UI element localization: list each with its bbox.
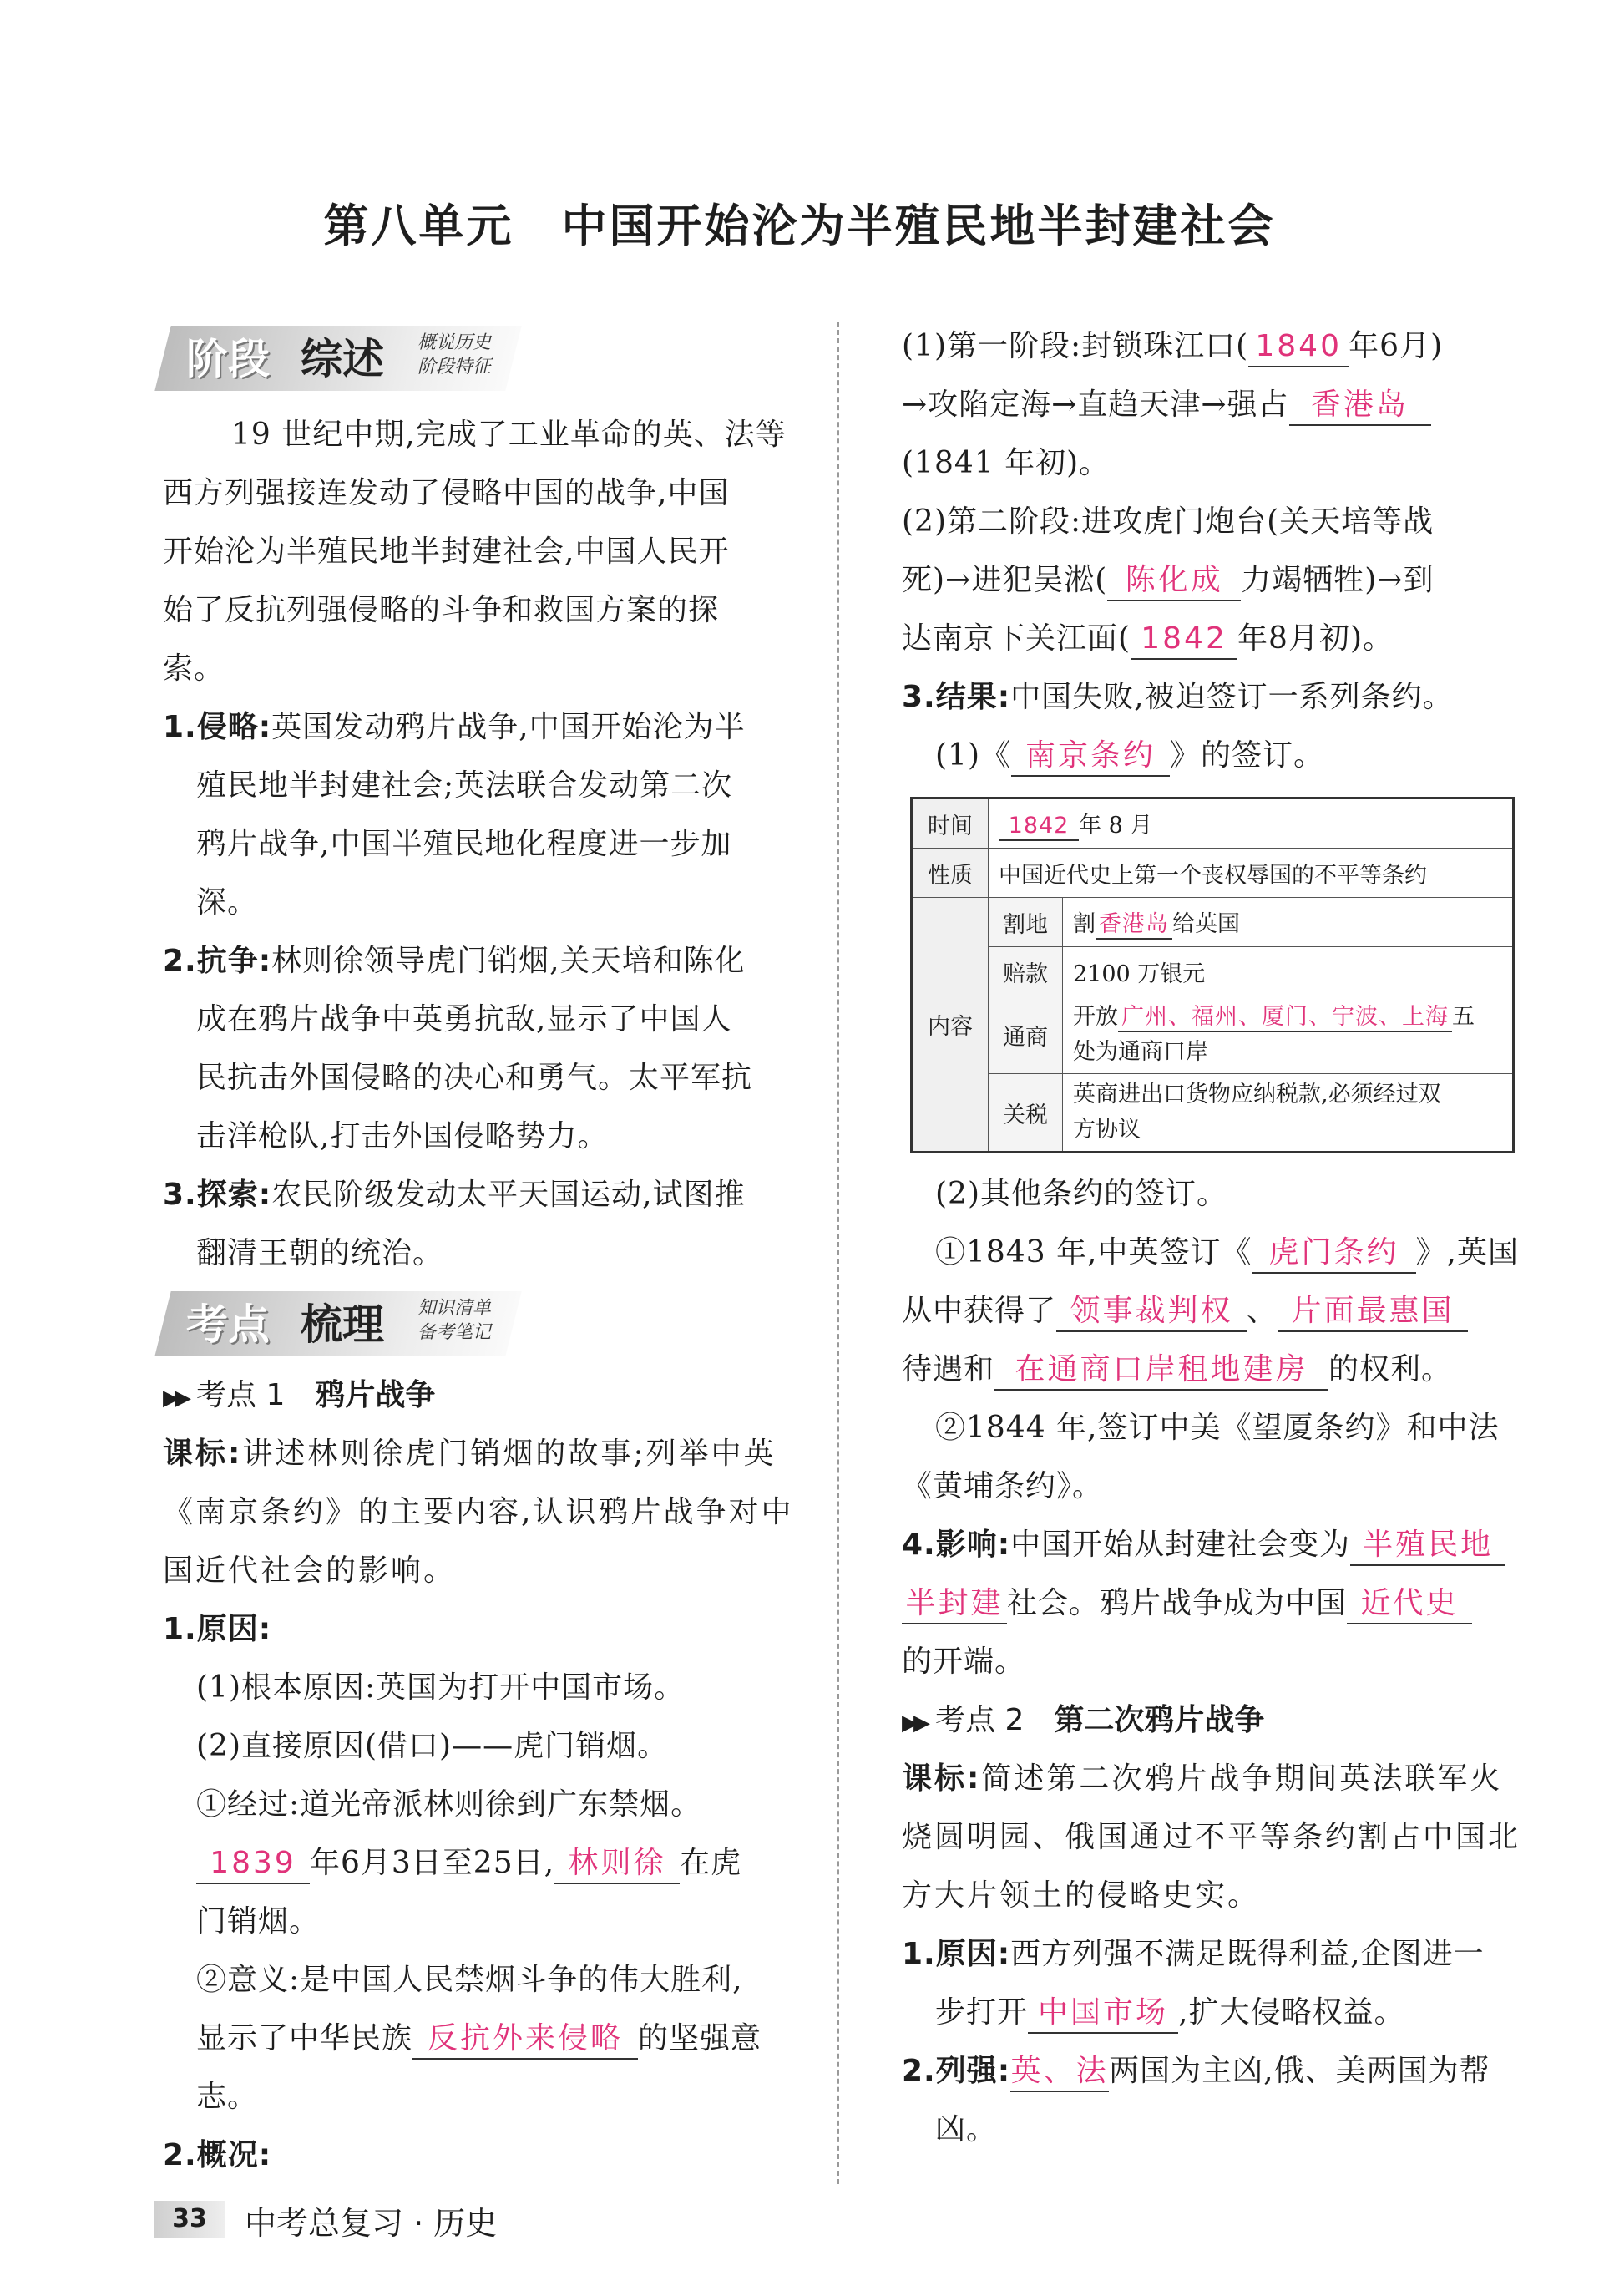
powers-line: 凶。 [935, 2112, 998, 2146]
cause-line: 步打开 中国市场 ,扩大侵略权益。 [902, 1984, 1520, 2042]
answer-blank-hk: 香港岛 [1289, 386, 1431, 426]
nanjing-treaty-table [910, 797, 1515, 1153]
other-treaty-line: 待遇和 在通商口岸租地建房 的权利。 [902, 1341, 1520, 1399]
other-treaty-line: ①1843 年,中英签订《 虎门条约 》,英国 [902, 1224, 1520, 1282]
banner-note [417, 1296, 491, 1345]
point-label: 考点 1 [196, 1378, 286, 1412]
item-text: 鸦片战争,中国半殖民地化程度进一步加 [196, 827, 732, 861]
table-cell-tariff: 英商进出口货物应纳税款,必须经过双 方协议 [1063, 1074, 1514, 1153]
item-number: 3. [163, 1178, 197, 1212]
table-row [912, 947, 1514, 996]
other-treaties-title: (2)其他条约的签订。 [935, 1177, 1227, 1211]
table-label-indemnity: 赔款 [989, 947, 1063, 996]
stage2-line: 达南京下关江面( 1842 年8月初)。 [902, 610, 1520, 668]
table-row [912, 849, 1514, 898]
banner-note-line1: 知识清单 [417, 1298, 492, 1319]
answer-blank-modern: 近代史 [1347, 1584, 1472, 1624]
meaning-line: ②意义:是中国人民禁烟斗争的伟大胜利, [196, 1963, 743, 1997]
answer-blank-year: 1839 [196, 1844, 310, 1884]
answer-blank-market: 中国市场 [1028, 1994, 1178, 2034]
curriculum-label: 课标: [163, 1437, 243, 1471]
answer-blank-ports: 广州、福州、厦门、宁波、上海 [1118, 1004, 1452, 1032]
item-text: 民抗击外国侵略的决心和勇气。太平军抗 [196, 1061, 753, 1095]
banner-part2: 综述 [301, 335, 384, 383]
result-line: 3.结果:中国失败,被迫签订一系列条约。 [902, 680, 1454, 714]
process-line: ①经过:道光帝派林则徐到广东禁烟。 [196, 1787, 702, 1822]
process-line: 1839 年6月3日至25日, 林则徐 在虎 [163, 1834, 806, 1893]
summary-item-3 [163, 1166, 806, 1224]
answer-blank-lease: 在通商口岸租地建房 [994, 1351, 1328, 1391]
process-line: 门销烟。 [196, 1904, 321, 1939]
other-treaty-line: ②1844 年,签订中美《望厦条约》和中法 [935, 1411, 1500, 1445]
item-text: 击洋枪队,打击外国侵略势力。 [196, 1119, 609, 1153]
stage1-line: (1)第一阶段:封锁珠江口( 1840 年6月) [902, 317, 1520, 376]
answer-blank-cede: 香港岛 [1096, 911, 1172, 940]
banner-part1: 阶段 [186, 335, 270, 383]
answer-blank-humen: 虎门条约 [1252, 1234, 1416, 1274]
table-cell-nature: 中国近代史上第一个丧权辱国的不平等条约 [989, 849, 1514, 898]
page-title: 第八单元 中国开始沦为半殖民地半封建社会 [323, 200, 1276, 252]
double-arrow-icon: ▶▶ [163, 1386, 186, 1411]
table-row [912, 898, 1514, 947]
exam-points-banner [163, 1283, 514, 1366]
banner-part1: 考点 [186, 1300, 270, 1349]
exam-point-2-heading [902, 1691, 1520, 1750]
stage-summary-banner [163, 317, 514, 401]
table-row [912, 996, 1514, 1074]
exam-point-1-heading [163, 1366, 806, 1425]
left-column [163, 317, 806, 2185]
point-name: 第二次鸦片战争 [1054, 1703, 1265, 1737]
table-cell-indemnity: 2100 万银元 [1063, 947, 1514, 996]
answer-blank-person: 林则徐 [554, 1844, 680, 1884]
stage2-line: (2)第二阶段:进攻虎门炮台(关天培等战 [902, 504, 1435, 539]
curriculum-line: 国近代社会的影响。 [163, 1553, 457, 1588]
answer-blank-uk-fr: 英、法 [1010, 2052, 1109, 2092]
curriculum-line: 课标:讲述林则徐虎门销烟的故事;列举中英 [163, 1437, 777, 1471]
item-number: 2. [163, 944, 197, 978]
column-divider [837, 322, 839, 2184]
banner-note [417, 331, 491, 379]
item-text: 农民阶级发动太平天国运动,试图推 [271, 1178, 746, 1212]
answer-blank-time: 1842 [999, 813, 1079, 841]
table-label-trade: 通商 [989, 996, 1063, 1074]
powers-line: 2.列强:英、法两国为主凶,俄、美两国为帮 [902, 2042, 1520, 2101]
table-label-time: 时间 [912, 798, 989, 849]
impact-line: 的开端。 [902, 1645, 1026, 1679]
book-title: 中考总复习 · 历史 [245, 2205, 498, 2242]
overview-title: 2.概况: [163, 2138, 272, 2172]
answer-blank-chen: 陈化成 [1107, 561, 1241, 601]
intro-line: 开始沦为半殖民地半封建社会,中国人民开 [163, 535, 730, 569]
table-row [912, 1074, 1514, 1153]
right-column [902, 317, 1520, 2159]
cause-root: (1)根本原因:英国为打开中国市场。 [196, 1670, 686, 1705]
banner-note-line2: 阶段特征 [417, 357, 492, 378]
intro-line: 19 世纪中期,完成了工业革命的英、法等 [231, 418, 787, 452]
banner-note-line1: 概说历史 [417, 332, 492, 353]
answer-blank-semi2: 半封建 [902, 1584, 1007, 1624]
table-label-nature: 性质 [912, 849, 989, 898]
table-cell-cede: 割 香港岛 给英国 [1063, 898, 1514, 947]
item-keyword: 探索: [196, 1178, 272, 1212]
curriculum-line: 烧圆明园、俄国通过不平等条约割占中国北 [902, 1820, 1521, 1854]
table-label-tariff: 关税 [989, 1074, 1063, 1153]
summary-item-2 [163, 932, 806, 991]
meaning-line: 显示了中华民族 反抗外来侵略 的坚强意 [163, 2010, 806, 2068]
cause-direct: (2)直接原因(借口)——虎门销烟。 [196, 1729, 669, 1763]
curriculum-line: 方大片领土的侵略史实。 [902, 1878, 1261, 1913]
answer-blank-consular: 领事裁判权 [1056, 1292, 1247, 1332]
page-number: 33 [154, 2201, 225, 2238]
item-text: 英国发动鸦片战争,中国开始沦为半 [271, 710, 746, 744]
answer-blank-nanjing: 南京条约 [1011, 737, 1170, 777]
point-name: 鸦片战争 [315, 1378, 436, 1412]
item-number: 1. [163, 710, 197, 744]
banner-part2: 梳理 [301, 1300, 384, 1349]
table-label-content: 内容 [912, 898, 989, 1153]
curriculum-line: 课标:简述第二次鸦片战争期间英法联军火 [902, 1761, 1503, 1796]
answer-blank-semi1: 半殖民地 [1350, 1526, 1505, 1566]
point-label: 考点 2 [935, 1703, 1025, 1737]
meaning-line: 志。 [196, 2080, 259, 2114]
intro-line: 西方列强接连发动了侵略中国的战争,中国 [163, 476, 730, 510]
cause-title: 1.原因: [163, 1612, 272, 1646]
other-treaty-line: 从中获得了 领事裁判权 、 片面最惠国 [902, 1282, 1520, 1341]
banner-note-line2: 备考笔记 [417, 1322, 492, 1343]
answer-blank-1840: 1840 [1248, 327, 1349, 367]
stage2-line: 死)→进犯吴淞( 陈化成 力竭牺牲)→到 [902, 551, 1520, 610]
other-treaty-line: 《黄埔条约》。 [902, 1469, 1104, 1503]
table-row [912, 798, 1514, 849]
double-arrow-icon: ▶▶ [902, 1711, 925, 1736]
page-footer [154, 2194, 572, 2244]
item-text: 成在鸦片战争中英勇抗敌,显示了中国人 [196, 1002, 732, 1036]
summary-item-1 [163, 698, 806, 757]
table-cell-time: 1842 年 8 月 [989, 798, 1514, 849]
item-keyword: 抗争: [196, 944, 272, 978]
answer-blank-meaning: 反抗外来侵略 [412, 2020, 638, 2060]
intro-line: 索。 [163, 651, 225, 686]
answer-blank-mfn: 片面最惠国 [1278, 1292, 1468, 1332]
table-cell-trade: 开放 广州、福州、厦门、宁波、上海 五 处为通商口岸 [1063, 996, 1514, 1074]
item-text: 深。 [196, 885, 259, 920]
curriculum-label: 课标: [902, 1761, 982, 1796]
cause-line: 1.原因:西方列强不满足既得利益,企图进一 [902, 1937, 1485, 1971]
impact-line: 半封建 社会。鸦片战争成为中国 近代史 [902, 1574, 1520, 1633]
stage1-line: (1841 年初)。 [902, 446, 1111, 480]
table-label-cede: 割地 [989, 898, 1063, 947]
item-text: 殖民地半封建社会;英法联合发动第二次 [196, 768, 733, 803]
nanjing-line: (1)《 南京条约 》的签订。 [902, 727, 1520, 785]
item-keyword: 侵略: [196, 710, 272, 744]
curriculum-line: 《南京条约》的主要内容,认识鸦片战争对中 [163, 1495, 794, 1529]
item-text: 林则徐领导虎门销烟,关天培和陈化 [271, 944, 746, 978]
stage1-line: →攻陷定海→直趋天津→强占 香港岛 [902, 376, 1520, 434]
item-text: 翻清王朝的统治。 [196, 1236, 444, 1270]
answer-blank-1842: 1842 [1131, 620, 1237, 660]
impact-line: 4.影响:中国开始从封建社会变为 半殖民地 [902, 1516, 1520, 1574]
intro-line: 始了反抗列强侵略的斗争和救国方案的探 [163, 593, 720, 627]
